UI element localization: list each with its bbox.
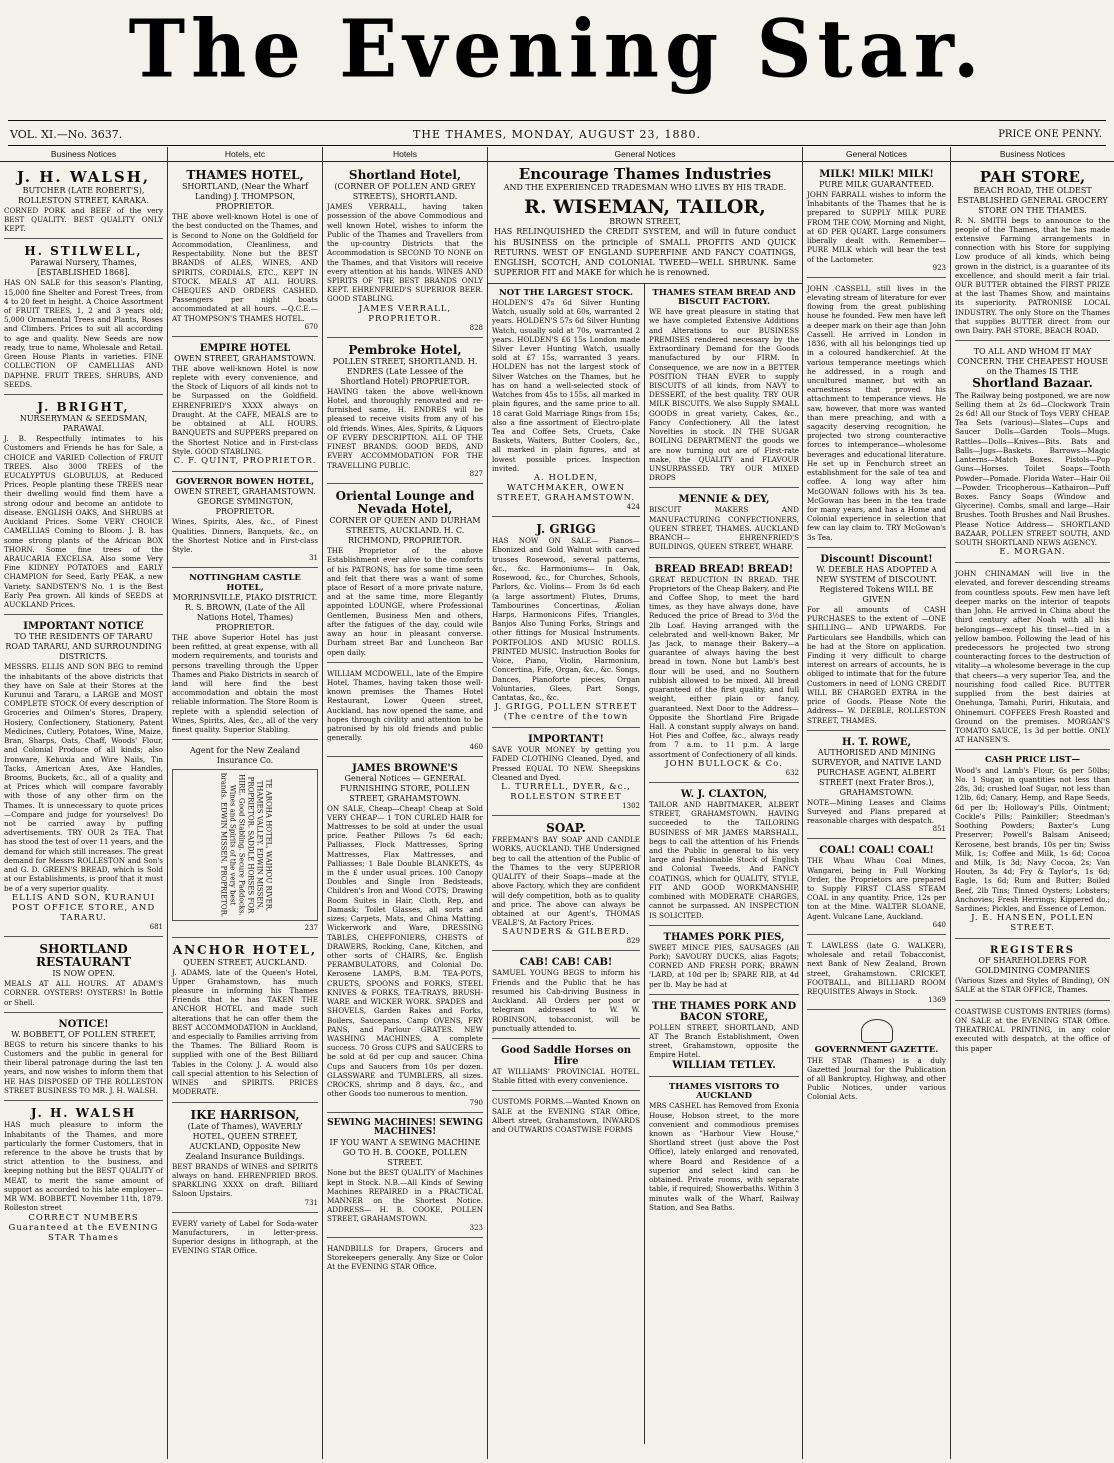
ad-headline: Shortland Bazaar. <box>972 376 1093 391</box>
ad-body: JOHN FARRALL wishes to inform the Inhabitants of the Thames that he is prepared to SUPPLY MILK PURE FROM THE COW, Morning and Night, at 6D PER QUART. Large consumers liberally dealt with. Remember—PURE MILK which will bear the test of the Lactometer. <box>807 190 946 264</box>
ad-subheading: OF SHAREHOLDERS FOR GOLDMINING COMPANIES <box>975 956 1090 976</box>
ad-pah-store <box>955 166 1110 341</box>
ad-coal <box>807 842 946 935</box>
ad-stilwell-nursery <box>4 242 163 395</box>
ad-number: 829 <box>626 937 640 946</box>
ad-milk <box>807 166 946 278</box>
general-right-column <box>645 284 803 1444</box>
ad-headline: THAMES PORK PIES, <box>663 931 785 943</box>
ad-body: JAMES VERRALL, having taken possession of the above Commodious and well known Hotel, wishes to inform the Public of the Thames and Travellers from the up-country Districts that the Accommodation is SECOND TO NONE on the Thames, and that Visitors will receive every attention at his hands. WINES AND SPIRITS OF THE BEST BRANDS ONLY KEPT. EHRENFRIED'S SUPERIOR BEER. GOOD STABLING. <box>327 202 483 304</box>
info-bar-rule <box>8 145 1106 146</box>
ad-headline: J. H. WALSH <box>30 1106 137 1121</box>
ad-body: WILLIAM MCDOWELL, late of the Empire Hotel, Thames, having taken those well-known premises the Thames Hotel Restaurant, Lower Queen street, Auckland, has now opened the same, and hopes through civility and attention to be patronised by his old friends and public generally. <box>327 668 483 743</box>
ad-grigg-music <box>492 520 640 728</box>
ad-signature: JAMES VERRALL, PROPRIETOR. <box>358 303 452 324</box>
ad-oriental-lounge <box>327 487 483 663</box>
column-general-notices <box>488 147 803 1459</box>
ad-body: (Various Sizes and Styles of Binding), ON SALE at the STAR OFFICE, Thames. <box>955 976 1110 995</box>
ad-governor-bowen-hotel <box>172 475 318 568</box>
ad-number: 1302 <box>622 802 640 811</box>
ad-body: HOLDEN'S 47s 6d Silver Hunting Watch, usually sold at 60s, warranted 2 years. HOLDEN'S 57s 6d Silver Hunting Watch, usually sold at 70s, warranted 2 years. HOLDEN'S £6 15s London made Silver Lever Hunting Watch, usually sold at £7 15s, warranted 3 years. HOLDEN has not the largest stock of Silver Watches on the Thames, but he has on hand a well-selected stock of Watches from 45s to 155s, all marked in plain figures, and the same price to all. 18 carat Gold Marriage Rings from 15s; also a fine assortment of Electro-plate Tea and Coffee Sets, Cruets, Cake Baskets, Waiters, Butter Coolers, &c., all marked in plain figures, and at lowest possible prices. Inspection invited. <box>492 297 640 473</box>
masthead <box>0 0 1114 98</box>
ad-subheading: NURSERYMAN & SEEDSMAN, PARAWAI. <box>19 414 148 434</box>
ad-subheading: W. DEEBLE HAS ADOPTED A NEW SYSTEM of DISCOUNT. Registered Tokens WILL BE GIVEN <box>816 564 937 604</box>
ad-headline: NOTICE! <box>58 1018 109 1030</box>
ad-body: WE have great pleasure in stating that we have completed Extensive Additions and Alterations to our BUSINESS PREMISES rendered necessary by the Extraordinary Demand for the Goods manufactured by our FIRM. In Consequence, we are now in a BETTER POSITION THAN EVER to supply BISCUITS of all kinds, from NAVY to DESSERT, of the best quality. TRY OUR MILK BISCUITS. We also Supply SMALL GOODS in great variety, Cakes, &c., Fancy Confectionery. All the latest Novelties in stock. IN THE SUGAR BOILING DEPARTMENT the goods we are now turning out are of First-rate make, the QUALITY and FLAVOUR UNSURPASSED. TRY OUR MIXED DROPS <box>649 307 799 483</box>
ad-te-aroha-hotel <box>172 743 318 938</box>
column-header: General Notices <box>488 147 802 162</box>
ad-headline: IMPORTANT! <box>528 734 604 746</box>
ad-walsh-butcher <box>4 166 163 239</box>
general-left-column <box>488 284 645 1444</box>
ad-body: T. LAWLESS (late G. WALKER), wholesale and retail Tobacconist, next Bank of New Zealand, Brown street, Grahamstown. CRICKET, FOOTBALL, and BILLIARD ROOM REQUISITES Always in Stock. <box>807 940 946 996</box>
ad-body: HAS ON SALE for this season's Planting, 15,000 fine Shelter and Forest Trees, from 4 to 20 feet in height. A Choice Assortment of FRUIT TREES, 1, 2 and 3 years old; 5,000 Ornamental Trees and Plants, Roses and Climbers. Prices to suit all according to age and quality. New Seeds are now ready, true to name, Wholesale and Retail. Green House Plants in varieties. FINE COLLECTION OF CAMELLIAS AND DAPHNE. FRUIT TREES, SHRUBS, AND SEEDS. <box>4 278 163 389</box>
ad-headline: Discount! Discount! <box>820 553 933 565</box>
ad-headline: W. J. CLAXTON, <box>680 788 768 800</box>
ad-body: JOHN CHINAMAN will live in the elevated, and forever descending streams from countless spouts. Few men have left deeper marks on the interior of teapots than John. He arrived in China about the third century after Noah with all his belongings—except his tinsel—tied in a yellow bamboo. Following the lead of his predecessors he projected two strong counteracting forces to the destruction of vitality—a wholesome beverage in the cup that cheers—a very superior Tea, and the nourishing food called Rice. BUTTER supplied from the best dairies at Onehunga, Tamahi, Puriri, Hikutaia, and Ohinemuri. COFFEES Fresh Roasted and Ground on the premises. MORGAN'S TOMATO SAUCE, 1s 3d per bottle. ONLY AT HANSEN'S. <box>955 569 1110 745</box>
ad-holden-watches <box>492 286 640 518</box>
ad-headline: J. H. WALSH, <box>16 168 151 186</box>
column-header: Business Notices <box>951 147 1114 162</box>
wiseman-headline: R. WISEMAN, TAILOR, <box>524 195 766 218</box>
column-hotels-etc <box>168 147 323 1459</box>
price-label: PRICE ONE PENNY. <box>998 129 1102 140</box>
ad-body: MRS CASHEL has Removed from Exonia House, Hobson street, to the more convenient and commodious premises known as "Harbour View House," Shortland street (just above the Post Office), lately enlarged and renovated, where Board and Residence of a superior and select kind can be obtained. Private rooms, with separate table, if required; Showerbaths. Within 3 minutes walk of the Wharf, Railway Station, and Sea Baths. <box>649 1101 799 1212</box>
ad-headline: IKE HARRISON, <box>190 1107 300 1122</box>
ad-body: Wood's and Lamb's Flour, 6s per 50lbs; No. 1 Sugar, in quantities not less than 28s, 3d; crushed loaf Sugar, not less than 12lb, 6d; Canary, Hemp, and Rape Seeds, 6d per lb; Holloway's Pills, Ointment; Cockle's Pills; Painkiller; Steedman's Soothing Powders; Baxter's Lung Preserver; Powell's Balsam Aniseed; Kerosene, best brands, 10s per tin; Swiss Milk, 1s; Coffee and Milk, 1s 6d; Cocoa and Milk, 1s 3d; Navy Cocoa, 2s; Van Houten, 3s 4d; Fry & Taylor's, 1s 6d; Eagle, 1s 6d; Rum and Butter; Boiled Beef, 2lb Tins; Tinned Oysters; Lobsters; Anchovies; Fresh Herrings; Kippered do.; Sardines; Pickles, and Essence of Lemon. <box>955 765 1110 914</box>
column-header: General Notices <box>803 147 950 162</box>
ad-headline: Oriental Lounge and Nevada Hotel, <box>335 488 475 516</box>
ad-shortland-bazaar <box>955 344 1110 563</box>
ad-mennie-and-dey <box>649 491 799 557</box>
ad-body: For all amounts of CASH PURCHASES to the extent of —ONE SHILLING— AND UPWARDS. For Particulars see Handbills, which can be had at the Store on application. Finding it very difficult to charge interest on arrears of accounts, he is obliged to intimate that for the future Customers in need of LONG CREDIT WILL BE CHARGED EXTRA in the price of Goods. Please Note the Address— W. DEEBLE, ROLLESTON STREET, THAMES. <box>807 604 946 725</box>
ad-signature: E. MORGAN. <box>999 547 1066 558</box>
ad-handbills <box>327 1241 483 1277</box>
column-general-notices-2 <box>803 147 951 1459</box>
ad-body: NOTE—Mining Leases and Claims Surveyed and Plans prepared at reasonable charges with despatch. <box>807 797 946 826</box>
ad-number: 828 <box>469 323 483 332</box>
ad-body: MESSRS. ELLIS AND SON BEG to remind the inhabitants of the above districts that they have on Sale at their Stores at the Kurunui and Tararu, a LARGE and MOST COMPLETE STOCK Of every description of Groceries and Oilmen's Stores, Drapery, Hosiery, Confectionery, Stationery, Patent Medicines, Cutlery, Potatoes, Wine, Maize, Bran, Sharps, Oats, Chaff, Woods' Flour, and Colonial Produce of all kinds; also Ironware, Kehuxia and Wire Nails, Tin Tacks, American Axes, Axe Handles, Brooms, Buckets, &c., all of a quality and at Prices which will compare favorably with those of any other firm on the Thames. It is unnecessary to quote prices—Compare and judge for yourselves! Do not be carried away by puffing advertisements. TRY OUR 2s TEA. That has stood the test of over 11 years, and the demand for which still increases. The great demand for Messrs ROLLESTON and Son's and G. D. GREEN'S BREAD, which is Sold at our Establishments, is proof that it must be of a very superior quality. <box>4 662 163 893</box>
ad-headline: J. BRIGHT, <box>37 399 130 414</box>
ad-subheading: OWEN STREET, GRAHAMSTOWN. GEORGE SYMINGTON, PROPRIETOR. <box>174 487 316 517</box>
ad-subheading: Agent for the New Zealand Insurance Co. <box>189 746 301 766</box>
ad-headline: NOT THE LARGEST STOCK. <box>498 287 634 298</box>
ad-headline: THAMES VISITORS TO AUCKLAND <box>668 1081 780 1102</box>
ad-headline: BREAD BREAD! BREAD! <box>654 563 794 575</box>
ad-empire-hotel <box>172 340 318 472</box>
ad-bright-nursery <box>4 398 163 615</box>
ad-signature: L. TURRELL, DYER, &c., ROLLESTON STREET <box>501 782 631 803</box>
ad-ellis-and-son <box>4 618 163 936</box>
ad-number: 424 <box>626 503 640 512</box>
ad-headline: JAMES BROWNE'S <box>352 762 458 774</box>
ad-headline: SHORTLAND RESTAURANT <box>35 941 131 969</box>
ad-body: THE above Superior Hotel has just been refitted, at great expense, with all modern requirements, and tourists and persons travelling through the Upper Thames and Piako Districts in search of land will here find the best accommodation and obtain the most reliable information. The Store Room is replete with a splendid selection of Wines, Spirits, Ales, &c., all of the very finest quality. Superior Stabling. <box>172 632 318 735</box>
ad-subheading: SHORTLAND, (Near the Wharf Landing) J. THOMPSON, PROPRIETOR. <box>181 182 309 212</box>
ad-nottingham-castle-hotel <box>172 571 318 740</box>
ad-headline: MENNIE & DEY, <box>678 494 770 506</box>
wiseman-subheading: BROWN STREET, <box>609 217 681 227</box>
ad-headline: THAMES STEAM BREAD AND BISCUIT FACTORY. <box>652 287 796 307</box>
ad-body: THE above well-known Hotel is now replete with every convenience, and the Stock of Liquors of all kinds not to be Surpassed on the Goldfield. EHRENFRIED'S XXXX always on Draught. At the CAFE, MEALS are to be obtained at ALL HOURS. BANQUETS and SUPPERS prepared on the Shortest Notice and in First-class Style. GOOD STABLING. <box>172 363 318 456</box>
ad-subheading: BEACH ROAD, THE OLDEST ESTABLISHED GENERAL GROCERY STORE ON THE THAMES. <box>957 185 1108 215</box>
ad-signature: JOHN BULLOCK & Co. <box>665 758 783 769</box>
ad-headline: GOVERNOR BOWEN HOTEL, <box>175 477 315 487</box>
ad-number: 731 <box>304 1198 318 1207</box>
ad-subheading: TO THE RESIDENTS OF TARARU ROAD TARARU, AND SURROUNDING DISTRICTS. <box>5 632 162 662</box>
ad-walsh-notice <box>4 1104 163 1247</box>
column-business-notices <box>0 147 168 1459</box>
ad-headline: EMPIRE HOTEL <box>199 342 291 354</box>
ad-subheading: CORNER OF QUEEN AND DURHAM STREETS, AUCKLAND. H. C. RICHMOND, PROPRIETOR. <box>329 516 481 546</box>
ad-signature: J. GRIGG, POLLEN STREET (The centre of the town <box>494 702 638 723</box>
ad-shortland-restaurant <box>4 940 163 1013</box>
ad-bread <box>649 561 799 783</box>
ad-headline: REGISTERS <box>990 945 1075 957</box>
ad-headline: SEWING MACHINES! SEWING MACHINES! <box>327 1117 483 1138</box>
ad-bobbett-notice <box>4 1016 163 1101</box>
newspaper-title: The Evening Star. <box>128 1 986 96</box>
banner-headline: Encourage Thames Industries <box>518 165 772 183</box>
ad-body: SWEET MINCE PIES, SAUSAGES (All Pork); SAVOURY DUCKS, alias Fagots; CORNED AND FRESH PORK; BRAWN 'LARD, at 10d per lb; SPARE RIB, at 4d per lb. May be had at <box>649 942 799 989</box>
ad-body: HAS NOW ON SALE— Pianos— Ebonized and Gold Walnut with carved trusses Rosewood, several patterns, &c., &c. Harmoniums— In Oak, Rosewood, &c., for Churches, Schools, Parlors, &c. Violins— From 3s 6d each (a large assortment) Flutes, Drums, Tambourines Concertinas, Æolian Harps, Harmonicons Fifes, Triangles, Banjos Also Tuning Forks, Strings and other fittings for Musical Instruments. PORTFOLIOS AND MUSIC ROLLS. PRINTED MUSIC. Instruction Books for Voice, Piano, Violin, Harmonium, Concertina, Fife, Organ, &c., &c. Songs, Dances, Pianoforte pieces, Organ Voluntaries, Glees, Part Songs, Cantatas, &c., &c. <box>492 536 640 702</box>
ad-rowe-surveyor <box>807 734 946 840</box>
ad-saddle-horses <box>492 1042 640 1091</box>
ad-body: BEGS to return his sincere thanks to his Customers and the public in general for their liberal patronage during the last ten years, and now wishes to inform them that HE HAS DISPOSED OF THE ROLLESTON STREET BUSINESS TO MR. J. H. WALSH. <box>4 1039 163 1095</box>
ad-sewing-machines <box>327 1116 483 1238</box>
ad-government-gazette <box>807 1013 946 1106</box>
masthead-rule <box>8 120 1106 121</box>
ad-body: HANDBILLS for Drapers, Grocers and Storekeepers generally. Any Size or Color At the EVENING STAR Office. <box>327 1243 483 1272</box>
ad-body: FREEMAN'S BAY SOAP AND CANDLE WORKS, AUCKLAND. THE Undersigned beg to call the attention of the Public of the Thames to the very SUPERIOR QUALITY of their Soaps—made at the above Factory, which they are confident will defy competition, both as to quality and price. The above can always be obtained at our Agent's, THOMAS VEALE'S, At Factory Prices. <box>492 835 640 928</box>
ad-body: BEST BRANDS of WINES and SPIRITS always on hand. EHRENFRIED BROS. SPARKLING XXXX on draft. Billiard Saloon Upstairs. <box>172 1161 318 1199</box>
ad-headline: SOAP. <box>546 821 586 836</box>
ad-pork-pies <box>649 929 799 995</box>
ad-body: JOHN CASSELL still lives in the elevating stream of literature for ever flowing from the great publishing house he founded. Few men have left a deeper mark on their age than John Cassell. He arrived in London in 1836, with all his belongings tied up in a coloured handkerchief. At the various temperance meetings which he addressed, in a rough and uncultured manner, but with an earnestness that proved his attachment to temperance views. He saw, however, that more was wanted than mere preaching, and with a sagacity deserving recognition, he projected two strong counteractive forces to intemperance—wholesome beverages and educational literature. He set up in Fenchurch street an establishment for the sale of tea and coffee. A long way after him McGOWAN follows with his 3s tea. McGowan has been in the tea trade for many years, and has a Home and Colonial experience in selection that few can lay claim to. TRY McGowan's 3s Tea. <box>807 283 946 542</box>
wiseman-body: HAS RELINQUISHED the CREDIT SYSTEM, and will in future conduct his BUSINESS on the principle of SMALL PROFITS AND QUICK RETURNS. WEST OF ENGLAND SUPERFINE AND FANCY COATINGS, ENGLISH, SCOTCH, AND COLONIAL TWEED—WELL SHRUNK. Same SUPERIOR FIT and MAKE for which he is renowned. <box>494 227 796 278</box>
ad-subheading: (CORNER OF POLLEN AND GREY STREETS), SHORTLAND. <box>334 182 476 202</box>
ad-pembroke-hotel <box>327 341 483 484</box>
ad-body: The Railway being postponed, we are now Selling them at 2s 6d—Clockwork Train 2s 6d! All our Stock of Toys VERY CHEAP. Tea Sets (various)—Slates—Cups and Saucer Dolls—Garden Tools—Mugs. Rattles—Dolls—Knives—Bits. Bats and Balls—Jugs—Baskets. Barrows—Magic Lanterns—Match Boxes. Pistols—Pop Guns—Horses. Toilet Soaps—Tooth Powder—Pomade. Florida Water—Hair Oil—Powder. Tricopherous—Kathairon—Puff Boxes. Fancy Soaps (Window and Glycerine). Combs, small and large—Hair Brushes. Tooth Brushes and Nail Brushes. Please Notice Address— SHORTLAND BAZAAR, POLLEN STREET SOUTH, AND SOUTH SHORTLAND NEWS AGENCY. <box>955 390 1110 548</box>
ad-subheading: QUEEN STREET, AUCKLAND. <box>183 957 307 967</box>
info-bar <box>0 126 1114 144</box>
banner-subheading: AND THE EXPERIENCED TRADESMAN WHO LIVES BY HIS TRADE. <box>503 182 787 192</box>
ad-headline: H. T. ROWE, <box>842 736 911 748</box>
ad-body: ON SALE, Cheap—Cheap! Cheap at Sold VERY CHEAP— 1 TON CURLED HAIR for Mattresses to be sold at under the usual price. Feather Pillows 7s 6d each; Palliasses, Flock Mattresses, Spring Mattresses, Flax Mattresses, and Palliasses; 1 Bale Double BLANKETS, 4s in the £ under usual prices. 100 Canopy Doubles and Single Iron Bedsteads, Children's Iron and Wood COTS; Drawing Room Suites in Hair, Cloth, Rep, and Damask; Toilet Glasses, all sorts and sizes; Carpets, Mats, and China Matting. Wickerwork and Ware, DRESSING TABLES, CHEFFONIERS, CHESTS of DRAWERS, Rocking, Cane, Kitchen, and other sorts of CHAIRS, &c. English PERAMBULATORS, and Colonial Do. Kerosene LAMPS, B.M. TEA-POTS, CRUETS, SPOONS and FORKS, STEEL KNIVES & FORKS, TEA-TRAYS, BRUSH-WARE and WICKER WORK. SPADES and SHOVELS, Garden Rakes and Forks, Boilers, Saucepans. Camp OVENS, FRY PANS, and Parlour GRATES. NEW WASHING MACHINES, A complete success. 70 Gross CUPS and SAUCERS to be sold at 6d per cup and saucer. China Cups and Saucers from 10s per dozen. GLASSWARE and TUMBLERS, all sizes. CROCKS, shrimp and 8 days, &c., and other Goods too numerous to mention. <box>327 803 483 1099</box>
ad-john-chinaman <box>955 566 1110 750</box>
ad-headline: CAB! CAB! CAB! <box>519 957 613 969</box>
column-header: Business Notices <box>0 147 167 162</box>
ad-signature: A. HOLDEN, WATCHMAKER, OWEN STREET, GRAHAMSTOWN. <box>496 473 636 504</box>
ad-body: BISCUIT MAKERS AND MANUFACTURING CONFECTIONERS, QUEEN STREET, THAMES. AUCKLAND BRANCH— EHRENFRIED'S BUILDINGS, QUEEN STREET, WHARF. <box>649 505 799 552</box>
ad-subheading: POLLEN STREET, SHORTLAND. H. ENDRES (Late Lessee of the Shortland Hotel) PROPRIETOR. <box>332 356 478 386</box>
ad-subheading: MORRINSVILLE, PIAKO DISTRICT. R. S. BROWN, (Late of the All Nations Hotel, Thames) PROPRIETOR. <box>172 592 318 632</box>
ad-body: THE Proprietor of the above Establishment ever alive to the comforts of his PATRONS, has for some time seen and felt that there was a want of some place of Resort of a more private nature, and at the same time, more Elegantly appointed LOUNGE, where Professional Gentlemen, Business Men and others, after the fatigues of the day, could wile away an hour in pleasant converse. Durham street Bar and Luncheon Bar open daily. <box>327 546 483 657</box>
ad-ike-harrison <box>172 1106 318 1213</box>
column-hotels <box>323 147 488 1459</box>
ad-body: MEALS AT ALL HOURS. AT ADAM'S CORNER. OYSTERS! OYSTERS! In Bottle or Shell. <box>4 979 163 1007</box>
ad-thames-hotel <box>172 166 318 337</box>
ad-shortland-hotel <box>327 166 483 338</box>
ad-body: J. B. Respectfully intimates to his Customers and Friends he has for Sale, a CHOICE and VARIED Collection of FRUIT TREES. Also 3000 TREES of the EUCALYPTUS GLOBULUS, at Reduced Prices. People planting these TREES near their dwelling would find them have a strong odour and become an antidote to disease. ENGLISH OAKS, And SHRUBS at Auckland Prices. Some VERY CHOICE CAMELLIAS Coming to Bloom. J. B. has some strong plants of the African BOX THORN. Some fine trees of the ARAUCARIA EXCELSA. Also some Very Fine KIDNEY POTATOES and EARLY CHAMPION for Seed, Early PEAK, a new Variety. SANDSTEN'S No. 1 is the Best Early Pea grown. All kinds of SEEDS at AUCKLAND Prices. <box>4 434 163 610</box>
ad-body: J. ADAMS, late of the Queen's Hotel, Upper Grahamstown, has much pleasure in informing his Thames Friends that he has TAKEN THE ANCHOR HOTEL and made such alterations that he can offer them the BEST ACCOMMODATION in Auckland, and especially to Families arriving from the Thames. The Billiard Room is supplied with one of the Best Billiard Tables in the Colony. J. A. would also call special attention to his Selection of WINES and SPIRITS. PRICES MODERATE. <box>172 967 318 1097</box>
ad-soap <box>492 819 640 951</box>
ad-headline: COAL! COAL! COAL! <box>819 845 934 857</box>
ad-number: 237 <box>304 924 318 933</box>
ad-subheading: (Late of Thames), WAVERLY HOTEL, QUEEN STREET, AUCKLAND, Opposite New Zealand Insurance Buildings. <box>185 1121 305 1161</box>
ad-number: 640 <box>932 920 946 929</box>
ad-mcgowans-tea <box>807 281 946 548</box>
ad-headline: Shortland Hotel, <box>348 168 462 182</box>
ad-subheading: IS NOW OPEN. <box>52 969 115 979</box>
ad-customs-theatrical <box>955 1004 1110 1058</box>
ad-body: EVERY variety of Label for Soda-water Manufacturers, in letter-press. Superior designs in lithograph, at the EVENING STAR Office. <box>172 1218 318 1256</box>
wiseman-banner <box>488 166 802 279</box>
ad-number: 323 <box>469 1223 483 1232</box>
ad-customs-forms <box>492 1094 640 1139</box>
ad-headline: GOVERNMENT GAZETTE. <box>814 1045 939 1056</box>
ad-body: THE above well-known Hotel is one of the best conducted on the Thames, and is Second to None on the Goldfield for Accommodation, Cleanliness, and Respectability. None but the BEST BRANDS of ALES, WINES, AND SPIRITS, CORDIALS, ETC., KEPT IN STOCK. MEALS AT ALL HOURS. CHEQUES AND ORDERS CASHED. Passengers per night boats accommodated at all hours. —Q.C.E.— AT THOMPSON'S THAMES HOTEL. <box>172 212 318 323</box>
ad-steam-bread-factory <box>649 286 799 489</box>
column-header: Hotels, etc <box>168 147 322 162</box>
ad-mcdowell-restaurant <box>327 666 483 757</box>
general-notices-split <box>488 283 802 1444</box>
ad-body: TAILOR AND HABITMAKER, ALBERT STREET, GRAHAMSTOWN. HAVING succeeded to the TAILORING BUSINESS of MR JAMES MARSHALL, begs to call the attention of his Friends and the Public in general to his very large and Fashionable Stock of English and Colonial Tweeds, And FANCY COATINGS, which for QUALITY, STYLE, FIT AND GOOD WORKMANSHIP, combined with MODERATE CHARGES, cannot be surpassed. AN INSPECTION IS SOLICITED. <box>649 799 799 920</box>
ad-turrell-dyer <box>492 731 640 816</box>
ad-body: HAVING taken the above well-known Hotel, and thoroughly renovated and re-furnished same, H. ENDRES will be pleased to receive visits from any of his old friends. Wines, Ales, Spirits, & Liquors OF EVERY DESCRIPTION. ALL OF THE FINEST BRANDS. GOOD BEDS, AND EVERY ACCOMMODATION FOR THE TRAVELLING PUBLIC. <box>327 386 483 470</box>
ad-subheading: OWEN STREET, GRAHAMSTOWN. <box>174 353 316 363</box>
ad-cab <box>492 954 640 1039</box>
dateline: THE THAMES, MONDAY, AUGUST 23, 1880. <box>413 128 701 141</box>
rotated-advert <box>172 769 318 921</box>
ad-number: 851 <box>932 825 946 834</box>
ad-headline: PAH STORE, <box>979 168 1086 186</box>
ad-headline: NOTTINGHAM CASTLE HOTEL, <box>189 573 301 593</box>
ad-subheading: TO ALL AND WHOM IT MAY CONCERN. THE CHEAPEST HOUSE on the Thames IS THE <box>957 347 1108 377</box>
coat-of-arms-icon <box>861 1019 893 1043</box>
column-business-notices-2 <box>951 147 1114 1459</box>
ad-labels-printing <box>172 1216 318 1261</box>
ad-number: 923 <box>932 263 946 272</box>
ad-headline: J. GRIGG <box>536 522 596 537</box>
ad-subheading: IF YOU WANT A SEWING MACHINE GO TO H. B. COOKE, POLLEN STREET. <box>329 1138 481 1168</box>
ad-signature: WILLIAM TETLEY. <box>672 1059 776 1071</box>
ad-signature: J. E. HANSEN, POLLEN STREET. <box>971 913 1094 934</box>
ad-signature: C. F. QUINT, PROPRIETOR. <box>173 456 317 466</box>
ad-number: 1369 <box>928 996 946 1005</box>
ad-body: TE AROHA HOTEL, WAIHOU RIVER, THAMES VALLEY. EDWIN MISSEN, PROPRIETOR. SADDLE HORSES FOR HIRE. Good Stabling. Secure Paddocks. Wines and Spirits of the very best brands. EDWIN MISSEN, PROPRIETOR. <box>218 773 273 918</box>
ad-headline: Pembroke Hotel, <box>348 342 462 357</box>
ad-number: 827 <box>469 469 483 478</box>
ad-subheading: General Notices — GENERAL FURNISHING STORE, POLLEN STREET, GRAHAMSTOWN. <box>340 773 470 803</box>
ad-body: COASTWISE CUSTOMS ENTRIES (forms) ON SALE at the EVENING STAR Office. THEATRICAL PRINTING, in any color executed with despatch, at the office of this paper <box>955 1006 1110 1053</box>
ad-number: 460 <box>469 742 483 751</box>
ad-deeble-discount <box>807 551 946 731</box>
ad-number: 670 <box>304 322 318 331</box>
ad-subheading: BUTCHER (LATE ROBERT'S), ROLLESTON STREET, KARAKA. <box>18 185 149 205</box>
ad-pork-and-bacon-store <box>649 998 799 1077</box>
ad-headline: H. STILWELL, <box>24 244 143 259</box>
ad-body: Wines, Spirits, Ales, &c., of Finest Qualities. Dinners, Banquets, &c., on the Shortest Notice and in First-class Style. <box>172 517 318 554</box>
ad-body: SAMUEL YOUNG BEGS to inform his Friends and the Public that he has resumed his Cab-driving Business in Auckland. All Orders per post or telegram addressed to W. W. ROBINSON, tobacconist, will be punctually attended to. <box>492 968 640 1033</box>
ad-body: CUSTOMS FORMS.—Wanted Known on SALE at the EVENING STAR Office, Albert street, Grahamstown, INWARDS and OUTWARDS COASTWISE FORMS <box>492 1097 640 1135</box>
ad-headline: IMPORTANT NOTICE <box>23 621 144 633</box>
ad-headline: THAMES HOTEL, <box>186 168 304 182</box>
ad-registers-shareholders <box>955 942 1110 1000</box>
ad-thames-visitors <box>649 1080 799 1217</box>
ad-subheading: W. BOBBETT, OF POLLEN STREET, <box>11 1029 156 1039</box>
ad-subheading: AUTHORISED AND MINING SURVEYOR, and NATIVE LAND PURCHASE AGENT, ALBERT STREET (next Frater Bros.), GRAHAMSTOWN. <box>811 747 942 797</box>
ad-signature: SAUNDERS & GILBERD. <box>502 927 630 938</box>
ad-headline: THE THAMES PORK AND BACON STORE, <box>651 1000 797 1023</box>
ad-number: 681 <box>149 922 163 931</box>
ad-body: None but the BEST QUALITY of Machines kept in Stock. N.B.—All Kinds of Sewing Machines REPAIRED in a PRACTICAL MANNER on the Shortest Notice. ADDRESS— H. B. COOKE, POLLEN STREET, GRAHAMSTOWN. <box>327 1168 483 1224</box>
ad-signature: ELLIS AND SON, KURANUI POST OFFICE STORE, AND TARARU. <box>11 892 156 923</box>
ad-number: 632 <box>785 768 799 777</box>
ad-anchor-hotel <box>172 941 318 1102</box>
ad-body: AT WILLIAMS' PROVINCIAL HOTEL. Stable fitted with every convenience. <box>492 1066 640 1086</box>
volume-number: VOL. XI.—No. 3637. <box>10 128 123 141</box>
ad-body: CORNED PORK and BEEF of the very BEST QUALITY. BEST QUALITY ONLY KEPT. <box>4 205 163 233</box>
ad-number: 790 <box>469 1098 483 1107</box>
ad-signature: CORRECT NUMBERS Guaranteed at the EVENING STAR Thames <box>8 1212 159 1243</box>
ad-body: R. N. SMITH begs to announce to the people of the Thames, that he has made extensive Farming arrangements in connection with his Store for supplying Low produce of all kinds, which being grown in the district, is a guarantee of its excellence, and should merit a fair trial. OUR BUTTER obtained the FIRST PRIZE at the last Thames Show, and maintains its superiority. PATRONISE LOCAL INDUSTRY. The only Store on the Thames that supplies BUTTER direct from our own Dairy. PAH STORE, BEACH ROAD. <box>955 215 1110 336</box>
ad-body: HAS much pleasure to inform the Inhabitants of the Thames, and more particularly the former Customers, that in reference to the above he trusts that by strict attention to the business, and keeping nothing but the BEST QUALITY of MEAT, to merit the same amount of support as accorded to his late employer—MR WM. BOBBETT. November 11th, 1879. Rolleston street <box>4 1120 163 1213</box>
ad-body: THE Whau Whau Coal Mines, Wangarei, being in Full Working Order, the Proprietors are prepared to Supply FIRST CLASS STEAM COAL in any quantity. Price, 12s per ton at the Mine. WALTER SLOANE, Agent. Vulcane Lane, Auckland. <box>807 856 946 921</box>
ad-headline: MILK! MILK! MILK! <box>819 169 934 180</box>
ad-lawless-tobacconist <box>807 938 946 1010</box>
ad-cash-price-list <box>955 753 1110 939</box>
ad-body: GREAT REDUCTION IN BREAD. THE Proprietors of the Cheap Bakery, and Pie and Coffee Shop, to meet the hard times, as they have always done, have Reduced the price of Bread to 3½d the 2lb Loaf. Having arranged with the celebrated and well-known Baker, Mr Jas Jack, to manage their Bakery—a guarantee of always having the best bread in town. None but Lamb's best flour will be used, and no Southern rubbish allowed to be mixed. All bread guaranteed of the first quality, and full weight, either plain or fancy, guaranteed. Next Door to the Address—Opposite the Shortland Fire Brigade Hall. A constant supply always on hand. Hot Pies and Coffee, &c., always ready from 7 a.m. to 11 p.m. A large assortment of Confectionery of all kinds. <box>649 574 799 759</box>
column-header: Hotels <box>323 147 487 162</box>
ad-headline: ANCHOR HOTEL, <box>172 943 318 958</box>
ad-subheading: Parawai Nursery, Thames, [ESTABLISHED 1868]. <box>30 258 137 278</box>
ad-claxton-tailor <box>649 786 799 926</box>
ad-number: 31 <box>309 554 318 563</box>
ad-body: POLLEN STREET, SHORTLAND, AND AT The Branch Establishment, Owen street, Grahamstown, opposite the Empire Hotel. <box>649 1022 799 1060</box>
ad-subheading: PURE MILK GUARANTEED. <box>819 180 934 189</box>
ad-body: SAVE YOUR MONEY by getting you FADED CLOTHING Cleaned, Dyed, and Pressed EQUAL TO NEW. Sheepskins Cleaned and Dyed. <box>492 745 640 782</box>
ad-headline: Good Saddle Horses on Hire <box>500 1044 632 1067</box>
ad-body: THE STAR (Thames) is a duly Gazetted Journal for the Publication of all Bankruptcy, Highway, and other Public Notices, under various Colonial Acts. <box>807 1055 946 1102</box>
ad-headline: CASH PRICE LIST— <box>984 755 1081 766</box>
ad-james-brownes-store <box>327 760 483 1113</box>
